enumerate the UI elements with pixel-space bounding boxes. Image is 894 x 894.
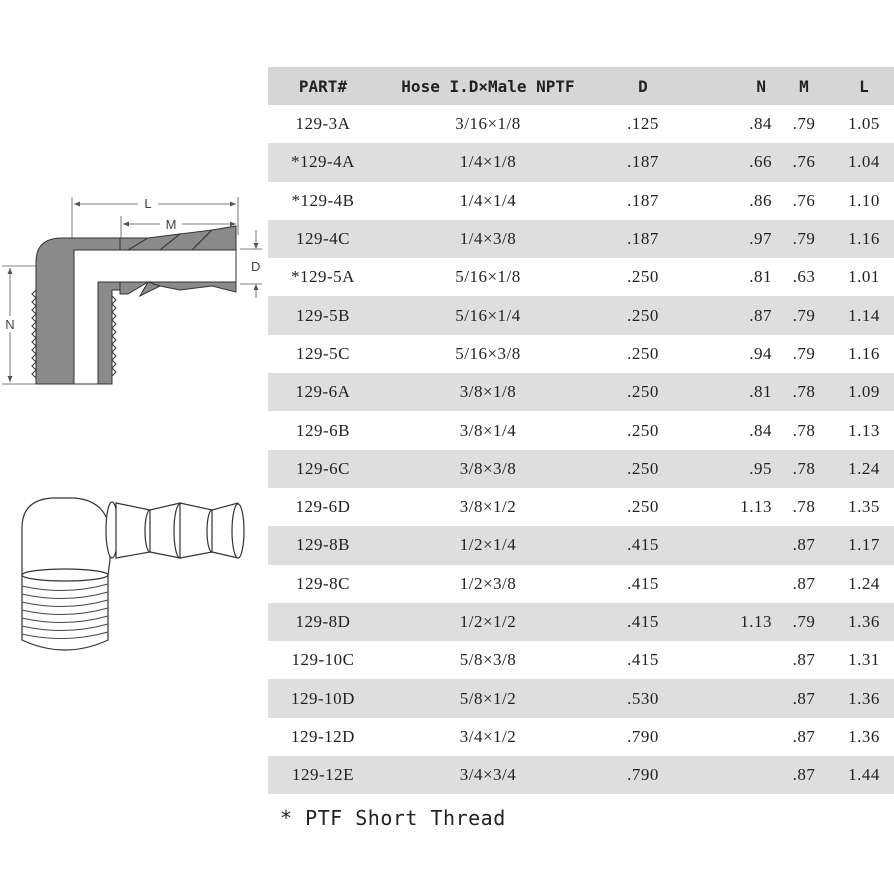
cell-d: .250 xyxy=(598,373,688,411)
cell-m: .87 xyxy=(778,641,830,679)
cell-n: .87 xyxy=(688,296,778,334)
table-row xyxy=(268,296,894,334)
table-row xyxy=(268,143,894,181)
cell-l: 1.16 xyxy=(830,335,894,373)
header-n: N xyxy=(688,67,778,105)
table-row xyxy=(268,679,894,717)
cell-hose: 5/16×3/8 xyxy=(378,335,598,373)
table-row xyxy=(268,526,894,564)
cell-hose: 3/4×3/4 xyxy=(378,756,598,794)
cell-hose: 1/2×3/8 xyxy=(378,565,598,603)
cell-n xyxy=(688,718,778,756)
cell-d: .125 xyxy=(598,105,688,143)
cross-section-drawing xyxy=(0,180,270,410)
cell-l: 1.13 xyxy=(830,411,894,449)
cell-hose: 1/4×1/8 xyxy=(378,143,598,181)
cell-m: .78 xyxy=(778,450,830,488)
cell-m: .78 xyxy=(778,373,830,411)
cell-n: .97 xyxy=(688,220,778,258)
table-row xyxy=(268,450,894,488)
cell-d: .250 xyxy=(598,258,688,296)
cell-part: 129-4C xyxy=(268,220,378,258)
cell-part: 129-12D xyxy=(268,718,378,756)
cell-m: .76 xyxy=(778,143,830,181)
dimension-n-label: N xyxy=(5,317,15,332)
cell-m: .79 xyxy=(778,220,830,258)
cell-n xyxy=(688,756,778,794)
cell-m: .87 xyxy=(778,565,830,603)
table-header-row xyxy=(268,67,894,105)
cell-part: 129-6D xyxy=(268,488,378,526)
cell-m: .79 xyxy=(778,105,830,143)
table-body xyxy=(268,105,894,794)
cell-l: 1.36 xyxy=(830,718,894,756)
table-row xyxy=(268,335,894,373)
elbow-cross-section-diagram xyxy=(0,180,270,410)
table-row xyxy=(268,105,894,143)
cell-part: 129-3A xyxy=(268,105,378,143)
cell-part: 129-5B xyxy=(268,296,378,334)
cell-d: .250 xyxy=(598,411,688,449)
spec-table-container xyxy=(268,67,892,794)
cell-l: 1.10 xyxy=(830,182,894,220)
table-row xyxy=(268,373,894,411)
cell-part: 129-5C xyxy=(268,335,378,373)
cell-l: 1.36 xyxy=(830,679,894,717)
cell-d: .250 xyxy=(598,296,688,334)
cell-part: 129-8B xyxy=(268,526,378,564)
header-hose: Hose I.D×Male NPTF xyxy=(378,67,598,105)
cell-n xyxy=(688,565,778,603)
cell-d: .187 xyxy=(598,182,688,220)
cell-l: 1.09 xyxy=(830,373,894,411)
table-row xyxy=(268,718,894,756)
cell-d: .250 xyxy=(598,450,688,488)
cell-part: 129-6A xyxy=(268,373,378,411)
cell-n: .84 xyxy=(688,105,778,143)
cell-part: 129-6C xyxy=(268,450,378,488)
cell-part: 129-8C xyxy=(268,565,378,603)
table-row xyxy=(268,182,894,220)
cell-part: 129-8D xyxy=(268,603,378,641)
cell-part: *129-4A xyxy=(268,143,378,181)
dimension-d-label: D xyxy=(251,259,261,274)
cell-l: 1.35 xyxy=(830,488,894,526)
cell-d: .790 xyxy=(598,718,688,756)
table-row xyxy=(268,488,894,526)
cell-m: .87 xyxy=(778,679,830,717)
table-row xyxy=(268,220,894,258)
cell-d: .250 xyxy=(598,488,688,526)
cell-part: 129-12E xyxy=(268,756,378,794)
cell-l: 1.05 xyxy=(830,105,894,143)
cell-l: 1.16 xyxy=(830,220,894,258)
table-row xyxy=(268,641,894,679)
dimension-m-label: M xyxy=(165,217,177,232)
cell-l: 1.24 xyxy=(830,450,894,488)
cell-d: .790 xyxy=(598,756,688,794)
cell-n: 1.13 xyxy=(688,488,778,526)
cell-hose: 1/4×1/4 xyxy=(378,182,598,220)
cell-l: 1.31 xyxy=(830,641,894,679)
cell-d: .415 xyxy=(598,526,688,564)
cell-hose: 5/8×3/8 xyxy=(378,641,598,679)
cell-l: 1.14 xyxy=(830,296,894,334)
cell-l: 1.24 xyxy=(830,565,894,603)
cell-part: 129-10C xyxy=(268,641,378,679)
header-part: PART# xyxy=(268,67,378,105)
cell-d: .415 xyxy=(598,641,688,679)
cell-l: 1.44 xyxy=(830,756,894,794)
cell-hose: 3/8×1/4 xyxy=(378,411,598,449)
cell-hose: 5/16×1/8 xyxy=(378,258,598,296)
cell-l: 1.36 xyxy=(830,603,894,641)
cell-m: .78 xyxy=(778,488,830,526)
cell-m: .87 xyxy=(778,756,830,794)
cell-l: 1.17 xyxy=(830,526,894,564)
cell-m: .63 xyxy=(778,258,830,296)
header-l: L xyxy=(830,67,894,105)
cell-n: .66 xyxy=(688,143,778,181)
cell-d: .530 xyxy=(598,679,688,717)
footnote: * PTF Short Thread xyxy=(280,806,506,830)
elbow-outline-drawing xyxy=(10,485,260,660)
cell-n: .84 xyxy=(688,411,778,449)
cell-n: .86 xyxy=(688,182,778,220)
cell-part: *129-5A xyxy=(268,258,378,296)
table-row xyxy=(268,258,894,296)
cell-l: 1.01 xyxy=(830,258,894,296)
cell-n xyxy=(688,526,778,564)
cell-n xyxy=(688,641,778,679)
cell-part: 129-6B xyxy=(268,411,378,449)
cell-hose: 3/8×1/8 xyxy=(378,373,598,411)
cell-m: .78 xyxy=(778,411,830,449)
spec-table xyxy=(268,67,894,794)
cell-n: 1.13 xyxy=(688,603,778,641)
cell-hose: 3/8×1/2 xyxy=(378,488,598,526)
header-m: M xyxy=(778,67,830,105)
cell-n: .95 xyxy=(688,450,778,488)
elbow-fitting-illustration xyxy=(10,485,260,660)
cell-l: 1.04 xyxy=(830,143,894,181)
cell-d: .187 xyxy=(598,143,688,181)
cell-n: .81 xyxy=(688,258,778,296)
cell-hose: 1/4×3/8 xyxy=(378,220,598,258)
table-row xyxy=(268,756,894,794)
cell-n xyxy=(688,679,778,717)
cell-hose: 3/4×1/2 xyxy=(378,718,598,756)
cell-m: .87 xyxy=(778,718,830,756)
cell-n: .94 xyxy=(688,335,778,373)
dimension-l-label: L xyxy=(144,196,152,211)
cell-d: .187 xyxy=(598,220,688,258)
cell-m: .87 xyxy=(778,526,830,564)
header-d: D xyxy=(598,67,688,105)
table-row xyxy=(268,565,894,603)
cell-m: .79 xyxy=(778,335,830,373)
cell-d: .250 xyxy=(598,335,688,373)
cell-part: *129-4B xyxy=(268,182,378,220)
cell-hose: 5/8×1/2 xyxy=(378,679,598,717)
cell-hose: 1/2×1/4 xyxy=(378,526,598,564)
cell-hose: 3/16×1/8 xyxy=(378,105,598,143)
cell-m: .79 xyxy=(778,296,830,334)
cell-hose: 1/2×1/2 xyxy=(378,603,598,641)
cell-hose: 3/8×3/8 xyxy=(378,450,598,488)
table-row xyxy=(268,411,894,449)
cell-part: 129-10D xyxy=(268,679,378,717)
cell-hose: 5/16×1/4 xyxy=(378,296,598,334)
cell-m: .76 xyxy=(778,182,830,220)
table-row xyxy=(268,603,894,641)
cell-d: .415 xyxy=(598,565,688,603)
cell-n: .81 xyxy=(688,373,778,411)
cell-m: .79 xyxy=(778,603,830,641)
cell-d: .415 xyxy=(598,603,688,641)
